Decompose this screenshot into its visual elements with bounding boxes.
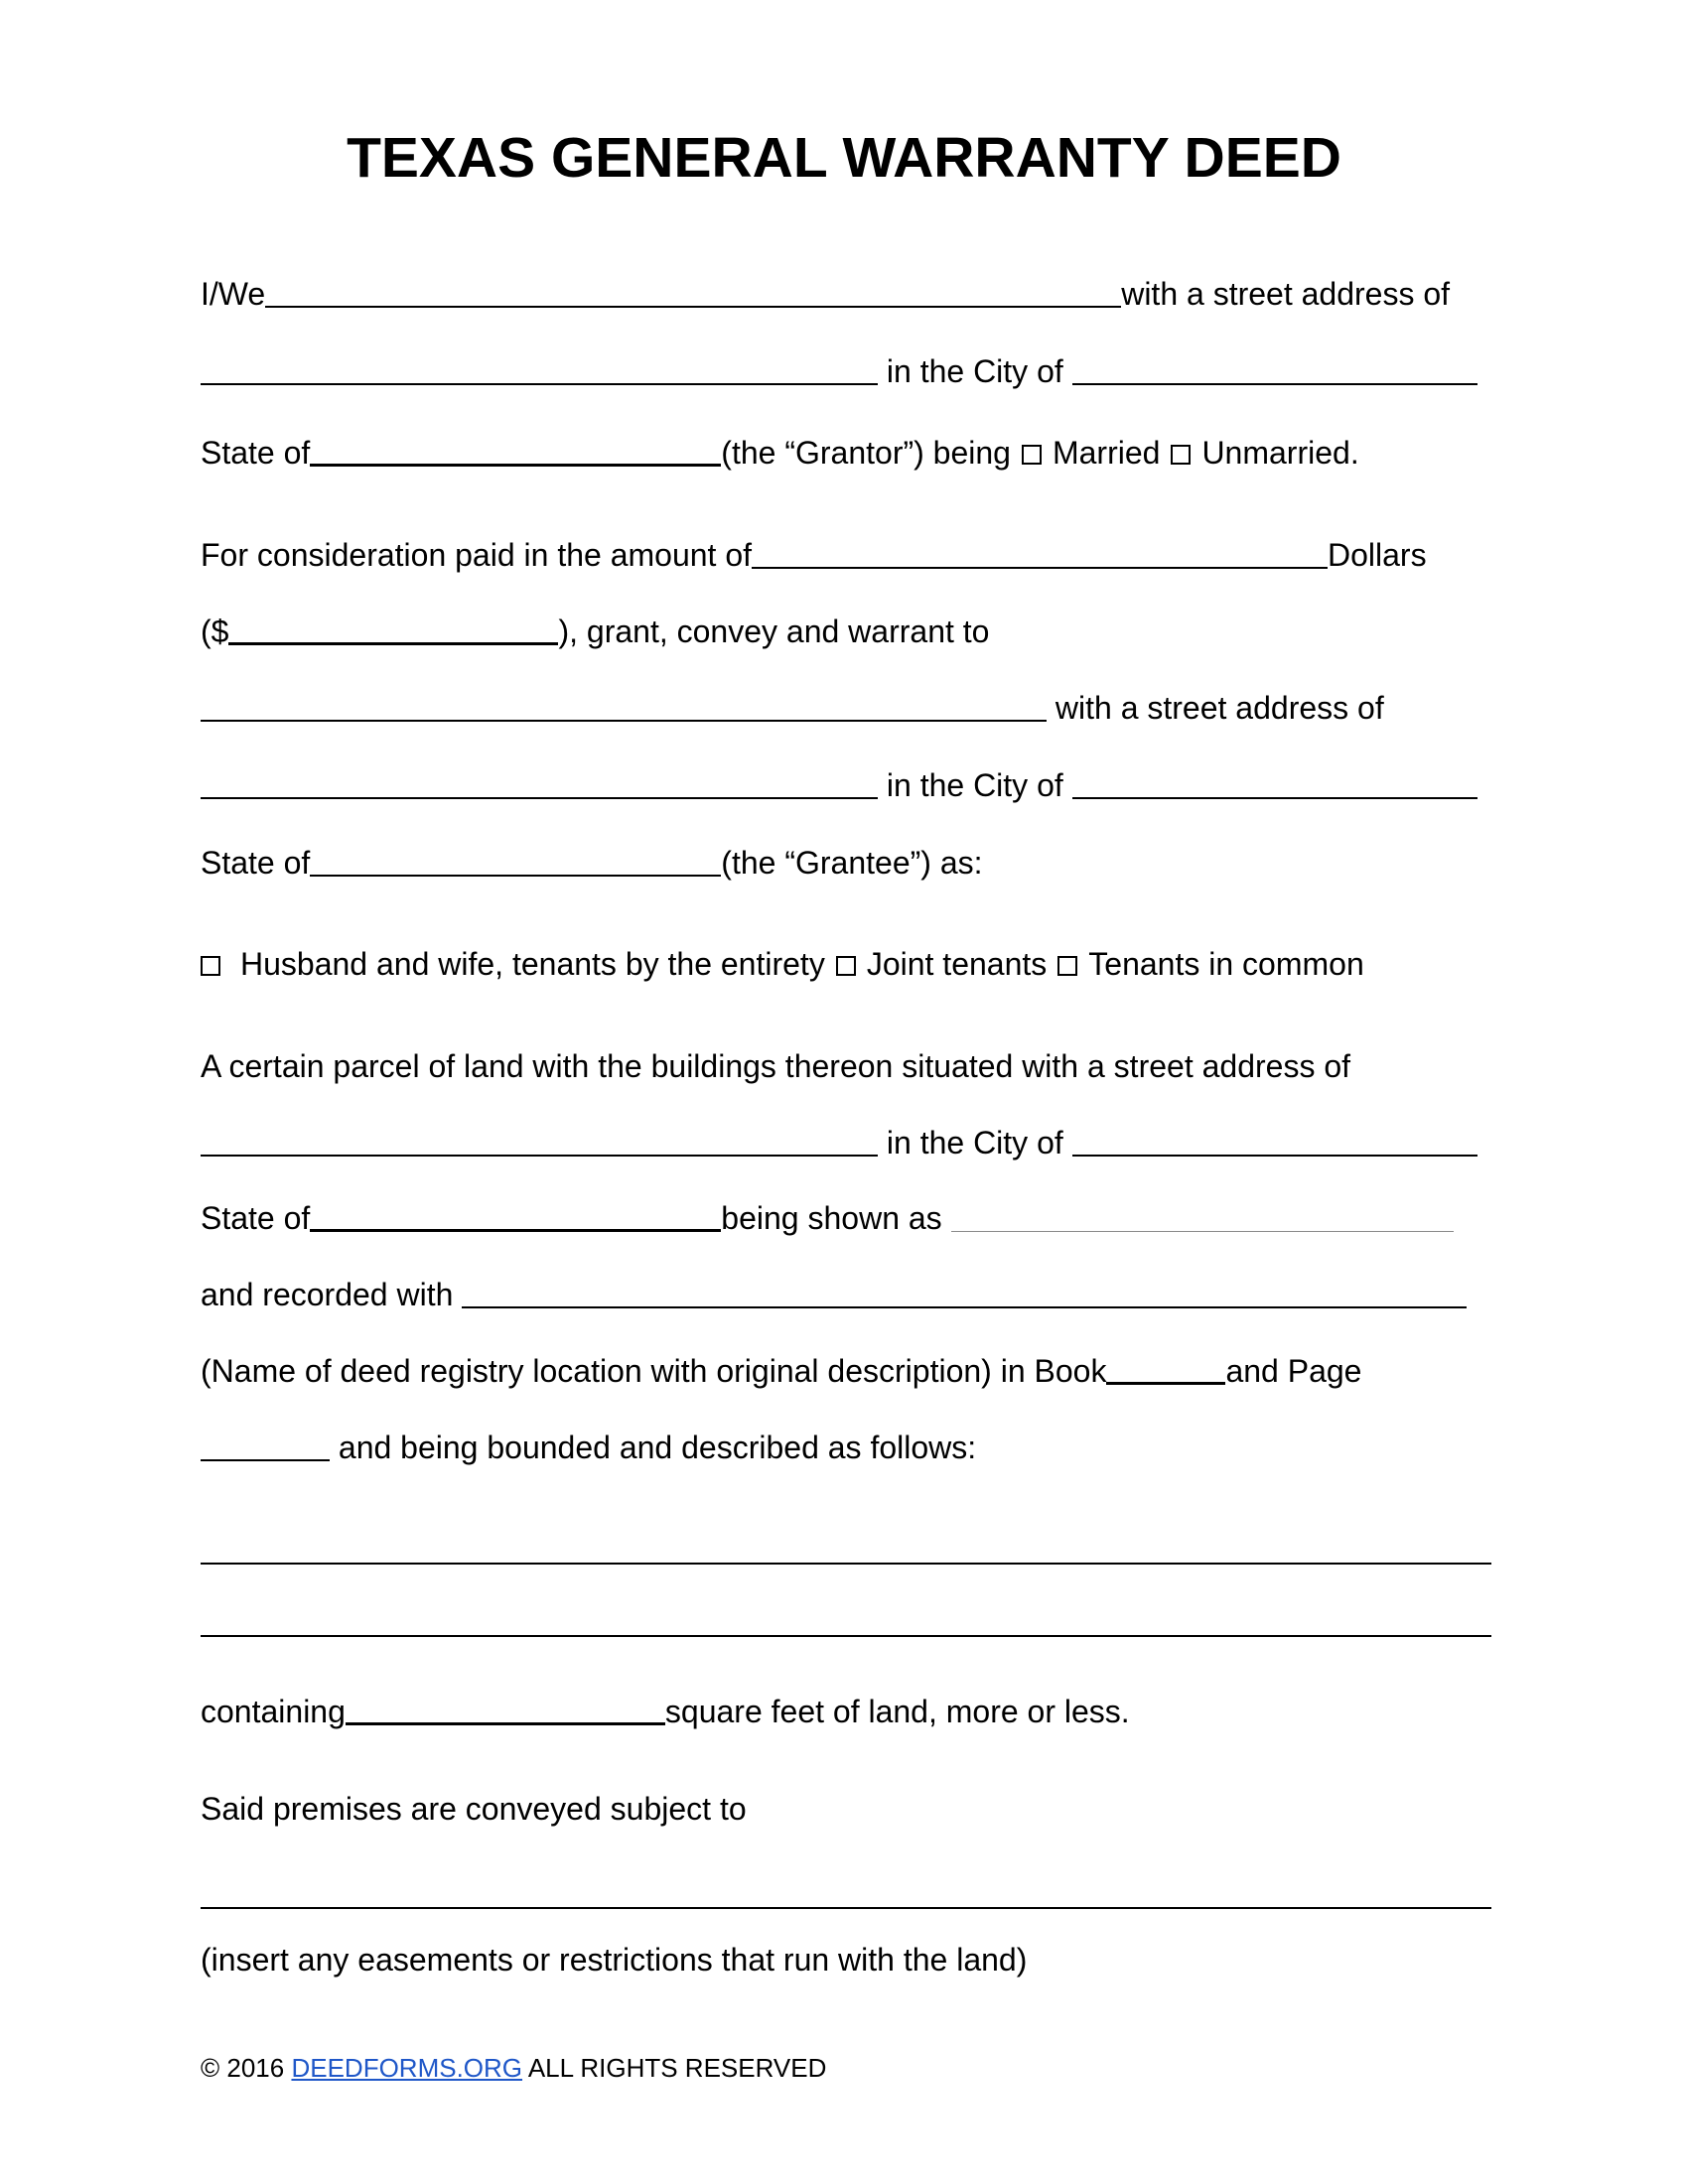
unmarried-checkbox[interactable] xyxy=(1171,445,1191,465)
grantee-state-label: State of xyxy=(201,845,311,881)
grantee-label: (the “Grantee”) as: xyxy=(721,845,983,881)
consideration-amount-field[interactable] xyxy=(228,642,558,645)
subject-to-label: Said premises are conveyed subject to xyxy=(201,1791,747,1827)
grantee-city-field[interactable] xyxy=(1072,797,1477,799)
grantor-state-line xyxy=(201,429,1491,477)
iwe-label: I/We xyxy=(201,276,266,312)
grantee-name-line xyxy=(201,684,1491,732)
recorded-with-field[interactable] xyxy=(462,1306,1467,1308)
parcel-city-field[interactable] xyxy=(1072,1155,1477,1157)
description-field-1[interactable] xyxy=(201,1563,1491,1565)
easements-instruction: (insert any easements or restrictions that run with the land) xyxy=(201,1942,1028,1978)
shown-as-field[interactable] xyxy=(951,1231,1454,1233)
deedforms-link[interactable]: DEEDFORMS.ORG xyxy=(291,2053,523,2083)
document-title: TEXAS GENERAL WARRANTY DEED xyxy=(347,126,1341,190)
unmarried-label: Unmarried. xyxy=(1201,435,1359,471)
grantee-state-line xyxy=(201,839,1491,887)
dollars-label: Dollars xyxy=(1328,537,1427,573)
consideration-words-field[interactable] xyxy=(752,567,1328,569)
grantee-address-line xyxy=(201,761,1491,809)
recorded-with-label: and recorded with xyxy=(201,1277,463,1312)
recorded-with-line xyxy=(201,1271,1491,1318)
parcel-city-label: in the City of xyxy=(878,1125,1072,1160)
married-label: Married xyxy=(1052,435,1161,471)
page-label: and Page xyxy=(1225,1353,1362,1389)
square-feet-label: square feet of land, more or less. xyxy=(664,1694,1130,1729)
grantor-address-line xyxy=(201,347,1491,395)
copyright-text: © 2016 xyxy=(201,2053,292,2083)
city-label: in the City of xyxy=(878,353,1072,389)
tenants-entirety-checkbox[interactable] xyxy=(201,956,220,976)
grantee-street-address-label: with a street address of xyxy=(1047,690,1384,726)
parcel-state-label: State of xyxy=(201,1200,311,1236)
consideration-line xyxy=(201,531,1491,579)
grantee-state-field[interactable] xyxy=(310,875,721,877)
rights-text: ALL RIGHTS RESERVED xyxy=(522,2053,827,2083)
description-field-2[interactable] xyxy=(201,1635,1491,1637)
grantee-city-label: in the City of xyxy=(878,767,1072,803)
shown-as-label: being shown as xyxy=(721,1200,951,1236)
parcel-text: A certain parcel of land with the buildings thereon situated with a street address of xyxy=(201,1048,1351,1084)
grantee-name-field[interactable] xyxy=(201,720,1047,722)
copyright-footer xyxy=(201,2051,826,2085)
easements-instruction-line xyxy=(201,1936,1491,1983)
grantor-label: (the “Grantor”) being xyxy=(721,435,1011,471)
joint-tenants-label: Joint tenants xyxy=(866,946,1048,982)
grantor-name-line xyxy=(201,270,1491,318)
grant-convey-label: ), grant, convey and warrant to xyxy=(558,614,990,649)
grantee-street-field[interactable] xyxy=(201,797,878,799)
book-field[interactable] xyxy=(1106,1382,1225,1385)
grantor-name-field[interactable] xyxy=(265,306,1121,308)
square-feet-line xyxy=(201,1688,1491,1735)
parcel-street-field[interactable] xyxy=(201,1155,878,1157)
parcel-state-field[interactable] xyxy=(310,1229,721,1232)
joint-tenants-checkbox[interactable] xyxy=(836,956,856,976)
grantor-street-field[interactable] xyxy=(201,383,878,385)
parcel-description-line xyxy=(201,1042,1491,1090)
street-address-label: with a street address of xyxy=(1121,276,1451,312)
state-label: State of xyxy=(201,435,311,471)
tenants-common-label: Tenants in common xyxy=(1088,946,1364,982)
page-number-field[interactable] xyxy=(201,1459,330,1461)
consideration-amount-line xyxy=(201,608,1491,655)
tenancy-options-line xyxy=(201,940,1491,988)
tenants-common-checkbox[interactable] xyxy=(1057,956,1077,976)
grantor-state-field[interactable] xyxy=(310,464,721,467)
book-page-line xyxy=(201,1347,1491,1395)
dollar-sign-label: ($ xyxy=(201,614,229,649)
easements-field[interactable] xyxy=(201,1907,1491,1909)
parcel-address-line xyxy=(201,1119,1491,1166)
consideration-label: For consideration paid in the amount of xyxy=(201,537,752,573)
bounded-described-line xyxy=(201,1424,1491,1471)
parcel-state-line xyxy=(201,1194,1491,1242)
registry-book-label: (Name of deed registry location with original description) in Book xyxy=(201,1353,1107,1389)
married-checkbox[interactable] xyxy=(1022,445,1042,465)
containing-label: containing xyxy=(201,1694,346,1729)
bounded-label: and being bounded and described as follows: xyxy=(330,1430,977,1465)
subject-to-line xyxy=(201,1785,1491,1833)
tenants-entirety-label: Husband and wife, tenants by the entirety xyxy=(240,946,825,982)
grantor-city-field[interactable] xyxy=(1072,383,1477,385)
square-feet-field[interactable] xyxy=(346,1722,665,1725)
